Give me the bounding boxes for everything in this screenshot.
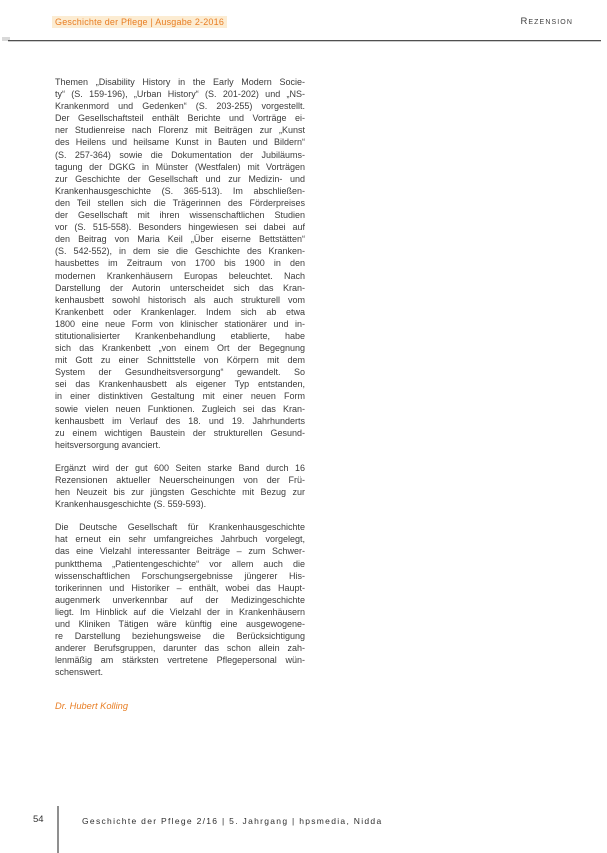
text-line: Krankenbett oder Krankenlager. Indem sich ab etwa [55, 306, 305, 317]
text-line: Der Gesellschaftsteil enthält Berichte und Vorträge ei- [55, 113, 305, 124]
text-line: tagung der DGKG in Münster (Westfalen) mit Vorträgen [55, 161, 305, 172]
text-line: modernen Krankenhäusern Europas beleuchtet. Nach [55, 270, 305, 281]
text-line: den Teil stellen sich die Trägerinnen des Förderpreises [55, 197, 305, 208]
article-column [55, 76, 305, 711]
header-journal-title: Geschichte der Pflege | Ausgabe 2-2016 [52, 16, 227, 28]
text-line: Krankenmord und Gedenken“ (S. 203-255) vorgestellt. [55, 101, 305, 112]
text-line: ner Studienreise nach Florenz mit Beiträgen zur „Kunst [55, 125, 305, 136]
footer-imprint: Geschichte der Pflege 2/16 | 5. Jahrgang | hpsmedia, Nidda [82, 816, 383, 826]
text-line: wissenschaftlichen Forschungsergebnisse jüngerer His- [55, 570, 305, 581]
text-line: sowie vielen neuen Funktionen. Zugleich sei das Kran- [55, 403, 305, 414]
text-line: (S. 542-552), in dem sie die Geschichte des Kranken- [55, 246, 305, 257]
header-section-label: Rezension [520, 16, 573, 27]
text-line: hen Neuzeit bis zur jüngsten Geschichte mit Bezug zur [55, 487, 305, 498]
text-line: anderer Berufsgruppen, darunter das schon allein zah- [55, 643, 305, 654]
text-line: zu einem wichtigen Baustein der strukturellen Gesund- [55, 427, 305, 438]
text-line: Rezensionen aktueller Neuerscheinungen von der Frü- [55, 475, 305, 485]
text-line: zur Geschichte der Gesellschaft und zur Medizin- und [55, 173, 305, 184]
text-line: Themen „Disability History in the Early Modern Socie- [55, 77, 305, 87]
text-line: kenhausbett sowohl historisch als auch strukturell vom [55, 294, 305, 305]
article-body [55, 76, 305, 679]
text-line: der Gesellschaft mit ihren wissenschaftlichen Studien [55, 210, 305, 221]
text-line: sei das Krankenhausbett als eigener Typ entstanden, [55, 379, 305, 390]
text-line: des Heilens und heilsame Kunst in Bauten und Bildern“ [55, 137, 305, 148]
header-rule [8, 40, 601, 41]
text-line: sich das Krankenbett „von einem Ort der Begegnung [55, 343, 305, 354]
text-line: augenmerk unverkennbar auf der Medizingeschichte [55, 594, 305, 605]
text-line: schenswert. [55, 667, 104, 678]
text-line: hausbettes im Zeitraum von 1700 bis 1900 in den [55, 258, 305, 269]
text-line: Krankenhausgeschichte (S. 559-593). [55, 499, 207, 510]
text-line: in einer distinktiven Gestaltung mit einer neuen Form [55, 391, 305, 402]
footer-divider-bar [57, 806, 59, 853]
text-line: Krankenhausgeschichte (S. 365-513). Im abschließen- [55, 185, 305, 196]
reviewer-signature: Dr. Hubert Kolling [55, 700, 129, 711]
paragraph [55, 521, 305, 678]
text-line: ty“ (S. 159-196), „Urban History“ (S. 201-202) und „NS- [55, 89, 305, 100]
text-line: 1800 eine neue Form von klinischer stationärer und in- [55, 318, 305, 329]
text-line: Die Deutsche Gesellschaft für Krankenhausgeschichte [55, 522, 305, 533]
text-line: den Beitrag von Maria Keil „Über eiserne Bettstätten“ [55, 234, 305, 245]
text-line: torikerinnen und Historiker – enthält, wobei das Haupt- [55, 582, 305, 593]
text-line: liegt. Im Hinblick auf die Vielzahl der in Krankenhäusern [55, 606, 305, 617]
text-line: vor (S. 515-558). Besonders hingewiesen sei dabei auf [55, 222, 305, 233]
text-line: punktthema „Patientengeschichte“ vor allem auch die [55, 558, 305, 569]
text-line: hat erneut ein sehr umfangreiches Jahrbuch vorgelegt, [55, 534, 305, 545]
text-line: Darstellung der Autorin unterscheidet sich das Kran- [55, 282, 305, 293]
text-line: (S. 257-364) sowie die Dokumentation der Jubiläums- [55, 149, 305, 160]
text-line: mit Gott zu einer Schnittstelle von Körpern mit dem [55, 355, 305, 366]
text-line: heitsversorgung avanciert. [55, 439, 161, 450]
text-line: kenhausbett im Verlauf des 18. und 19. Jahrhunderts [55, 415, 305, 426]
text-line: und Kliniken Tätigen wäre künftig eine ausgewogene- [55, 619, 305, 630]
text-line: das eine Vielzahl interessanter Beiträge – zum Schwer- [55, 546, 305, 557]
paragraph [55, 462, 305, 510]
text-line: lenmäßig am stärksten vertretene Pflegepersonal wün- [55, 655, 305, 666]
text-line: re Darstellung beziehungsweise die Berücksichtigung [55, 631, 305, 642]
text-line: Ergänzt wird der gut 600 Seiten starke Band durch 16 [55, 462, 305, 473]
paragraph [55, 76, 305, 451]
text-line: System der Gesundheitsversorgung“ gewandelt. So [55, 367, 305, 378]
footer-page-number: 54 [33, 814, 44, 825]
text-line: stitutionalisierter Krankenbehandlung etablierte, habe [55, 330, 305, 341]
